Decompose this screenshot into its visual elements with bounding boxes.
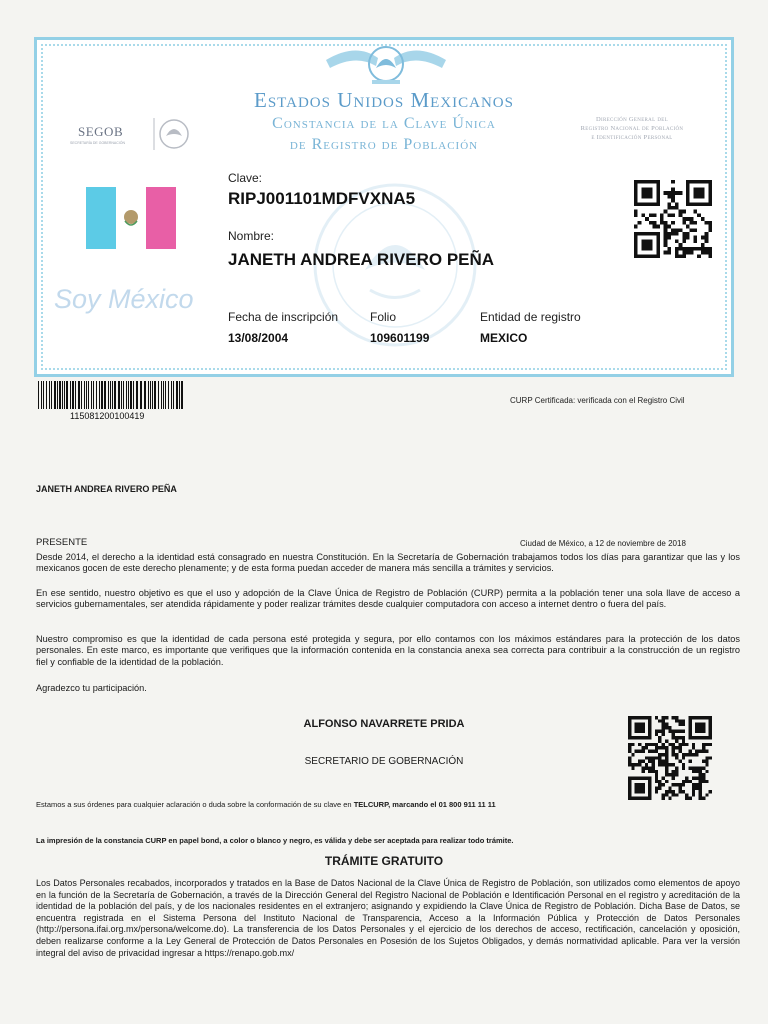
agency-line-2: Registro Nacional de Población: [580, 125, 684, 132]
letter-presente: PRESENTE: [36, 537, 88, 548]
contact-text: Estamos a sus órdenes para cualquier aclaración o duda sobre la conformación de su clave en: [36, 800, 354, 809]
fecha-value: 13/08/2004: [228, 331, 289, 345]
folio-label: Folio: [370, 310, 397, 324]
letter-paragraph-3: Nuestro compromiso es que la identidad de cada persona esté protegida y segura, por ello contamos con los máximos estándares para la protección de los datos personales. En este marco, es importante que verifiques que la información contenida en la constancia anexa sea correcta para contribuir a la construcción de un registro fiel y confiable de la identidad de la población.: [36, 634, 740, 667]
coat-of-arms-icon: [152, 114, 192, 154]
certificate-title: Estados Unidos Mexicanos: [254, 88, 514, 112]
letter-paragraph-4: Agradezco tu participación.: [36, 683, 147, 693]
signer-name: ALFONSO NAVARRETE PRIDA: [303, 718, 465, 730]
agency-line-1: Dirección General del: [596, 116, 668, 123]
barcode-number: 115081200100419: [70, 411, 145, 421]
certificate-subtitle-2: de Registro de Población: [289, 136, 479, 153]
folio-value: 109601199: [370, 331, 430, 345]
contact-phone: TELCURP, marcando el 01 800 911 11 11: [353, 800, 496, 809]
entidad-value: MEXICO: [480, 331, 528, 345]
letter-recipient: JANETH ANDREA RIVERO PEÑA: [36, 484, 177, 494]
letter-paragraph-2: En ese sentido, nuestro objetivo es que el uso y adopción de la Clave Única de Registro de Población (CURP) permita a la población tener una sola llave de acceso a servicios gubernamentales, ser atendida rápidamente y poder realizar trámites desde cualquier computadora con acceso a internet dentro o fuera del país.: [36, 588, 740, 610]
nombre-label: Nombre:: [228, 229, 275, 243]
agency-line-3: e Identificación Personal: [591, 134, 673, 141]
clave-label: Clave:: [228, 171, 263, 185]
segob-subtext: SECRETARÍA DE GOBERNACIÓN: [70, 141, 125, 145]
segob-logo-text: SEGOB: [78, 124, 124, 139]
curp-certified-note: CURP Certificada: verificada con el Registro Civil: [510, 396, 685, 405]
signer-title: SECRETARIO DE GOBERNACIÓN: [304, 756, 464, 767]
contact-note: [36, 800, 496, 809]
printing-validity-note: La impresión de la constancia CURP en papel bond, a color o blanco y negro, es válida y debe ser aceptada para realizar todo trámite.: [36, 836, 514, 845]
mexican-flag-icon: [86, 187, 176, 249]
free-procedure-heading: TRÁMITE GRATUITO: [324, 854, 444, 868]
qr-code-icon: [628, 716, 712, 800]
certificate-subtitle-1: Constancia de la Clave Única: [272, 115, 496, 132]
letter-paragraph-1: Desde 2014, el derecho a la identidad está consagrado en nuestra Constitución. En la Secretaría de Gobernación trabajamos todos los días para garantizar que las y los mexicanos gocen de este derecho plenamente; y de esta forma puedan acceder de manera más sencilla a trámites y servicios.: [36, 552, 740, 574]
qr-code-icon: [634, 180, 712, 258]
clave-value: RIPJ001101MDFVXNA5: [228, 189, 416, 208]
letter-date: Ciudad de México, a 12 de noviembre de 2018: [520, 539, 686, 548]
soy-mexico-slogan: Soy México: [54, 284, 194, 314]
nombre-value: JANETH ANDREA RIVERO PEÑA: [228, 250, 495, 269]
eagle-emblem-icon: [316, 40, 456, 88]
barcode-icon: [38, 381, 184, 409]
entidad-label: Entidad de registro: [480, 310, 581, 324]
fecha-label: Fecha de inscripción: [228, 310, 339, 324]
privacy-notice: Los Datos Personales recabados, incorporados y tratados en la Base de Datos Nacional de la Clave Única de Registro de Población, son utilizados como elementos de apoyo en la función de la Secretaría de Gobernación, a través de la Dirección General del Registro Nacional de Población e Identificación Personal en el registro y acreditación de la identidad de la población del país, y de los nacionales residentes en el extranjero; asignando y expidiendo la Clave Única de Registro de Población. Dicha Base de Datos, se encuentra registrada en el Sistema Persona del Instituto Nacional de Transparencia, Acceso a la Información Pública y Protección de Datos Personales (http://persona.ifai.org.mx/persona/welcome.do). La transferencia de los Datos Personales y el ejercicio de los derechos de acceso, rectificación, cancelación y oposición, deben realizarse conforme a la Ley General de Protección de Datos Personales en Posesión de los Sujetos Obligados, y demás normatividad aplicable. Para ver la versión integral del aviso de privacidad ingresar a https://renapo.gob.mx/: [36, 878, 740, 958]
agency-name: [552, 115, 712, 142]
